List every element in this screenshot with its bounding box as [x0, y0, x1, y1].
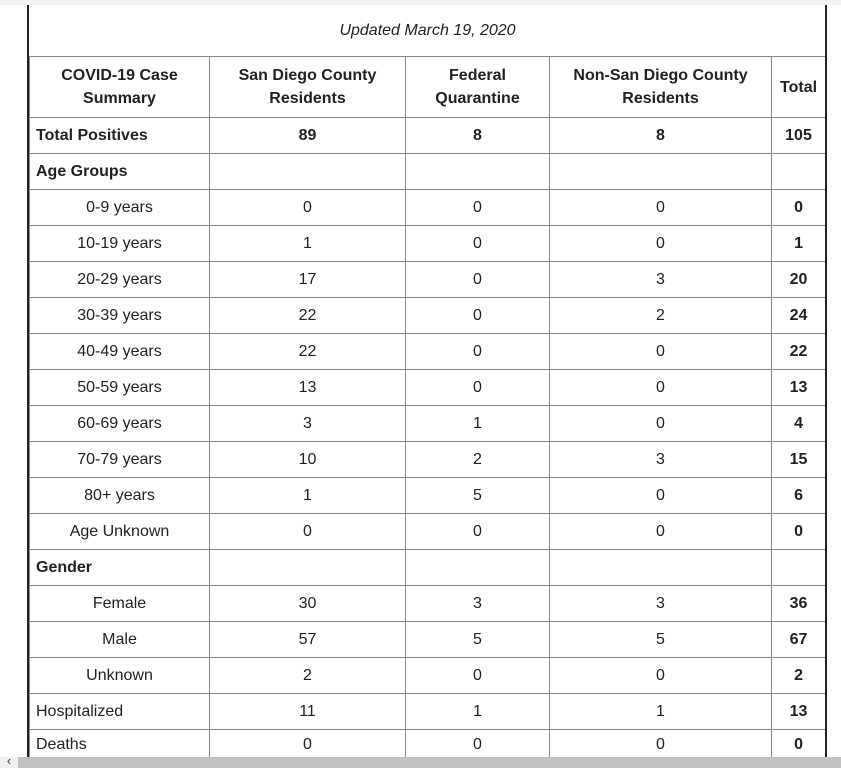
cell-sd: 0 [210, 190, 406, 226]
cell-federal: 0 [406, 262, 550, 298]
row-label: 30-39 years [30, 298, 210, 334]
cell-sd: 10 [210, 442, 406, 478]
cell-sd: 13 [210, 370, 406, 406]
cell-total: 105 [772, 118, 826, 154]
empty-cell [550, 154, 772, 190]
table-row [30, 226, 826, 262]
cell-total: 2 [772, 658, 826, 694]
cell-sd: 22 [210, 298, 406, 334]
row-label: Male [30, 622, 210, 658]
cell-federal: 1 [406, 694, 550, 730]
row-label: 50-59 years [30, 370, 210, 406]
row-label: 20-29 years [30, 262, 210, 298]
row-label: Total Positives [30, 118, 210, 154]
cell-federal: 3 [406, 586, 550, 622]
table-row [30, 514, 826, 550]
cell-total: 1 [772, 226, 826, 262]
cell-non-sd: 0 [550, 226, 772, 262]
cell-sd: 2 [210, 658, 406, 694]
empty-cell [210, 154, 406, 190]
cell-non-sd: 1 [550, 694, 772, 730]
cell-federal: 0 [406, 190, 550, 226]
table-body [30, 118, 826, 758]
cell-sd: 17 [210, 262, 406, 298]
cell-sd: 11 [210, 694, 406, 730]
table-row [30, 478, 826, 514]
table-row [30, 586, 826, 622]
empty-cell [406, 154, 550, 190]
cell-federal: 8 [406, 118, 550, 154]
cell-total: 6 [772, 478, 826, 514]
row-label: Female [30, 586, 210, 622]
table-row-hospitalized [30, 694, 826, 730]
section-row-age-groups [30, 154, 826, 190]
cell-federal: 1 [406, 406, 550, 442]
cell-total: 67 [772, 622, 826, 658]
row-label: 10-19 years [30, 226, 210, 262]
table-row [30, 262, 826, 298]
horizontal-scrollbar[interactable] [0, 753, 841, 768]
cell-federal: 5 [406, 622, 550, 658]
cell-total: 24 [772, 298, 826, 334]
cell-sd: 0 [210, 514, 406, 550]
row-label: 70-79 years [30, 442, 210, 478]
section-row-gender [30, 550, 826, 586]
cell-federal: 0 [406, 298, 550, 334]
cell-federal: 2 [406, 442, 550, 478]
table-row [30, 370, 826, 406]
empty-cell [772, 550, 826, 586]
cell-federal: 0 [406, 226, 550, 262]
cell-non-sd: 0 [550, 658, 772, 694]
cell-non-sd: 0 [550, 730, 772, 758]
table-row [30, 622, 826, 658]
header-non-sd-residents: Non-San Diego County Residents [550, 57, 772, 118]
cell-federal: 0 [406, 658, 550, 694]
row-label: 40-49 years [30, 334, 210, 370]
header-total: Total [772, 57, 826, 118]
table-row [30, 658, 826, 694]
cell-federal: 0 [406, 370, 550, 406]
cell-sd: 1 [210, 226, 406, 262]
header-row [30, 57, 826, 118]
cell-non-sd: 3 [550, 442, 772, 478]
cell-non-sd: 0 [550, 334, 772, 370]
row-label: 0-9 years [30, 190, 210, 226]
cell-non-sd: 3 [550, 262, 772, 298]
scroll-left-arrow-icon[interactable]: ‹ [6, 753, 12, 768]
cell-sd: 30 [210, 586, 406, 622]
case-summary-container [27, 5, 827, 757]
table-row [30, 442, 826, 478]
table-row-deaths [30, 730, 826, 758]
cell-total: 36 [772, 586, 826, 622]
empty-cell [406, 550, 550, 586]
cell-total: 15 [772, 442, 826, 478]
row-label: 60-69 years [30, 406, 210, 442]
table-row [30, 334, 826, 370]
cell-non-sd: 0 [550, 190, 772, 226]
header-sd-residents: San Diego County Residents [210, 57, 406, 118]
cell-total: 22 [772, 334, 826, 370]
cell-total: 0 [772, 514, 826, 550]
cell-non-sd: 0 [550, 370, 772, 406]
table-row [30, 190, 826, 226]
covid-case-summary-table [29, 5, 826, 757]
scrollbar-thumb[interactable] [18, 757, 841, 768]
header-summary: COVID-19 Case Summary [30, 57, 210, 118]
cell-total: 20 [772, 262, 826, 298]
table-row-total-positives [30, 118, 826, 154]
header-federal-quarantine: Federal Quarantine [406, 57, 550, 118]
cell-total: 4 [772, 406, 826, 442]
section-label: Age Groups [30, 154, 210, 190]
cell-non-sd: 3 [550, 586, 772, 622]
cell-federal: 0 [406, 514, 550, 550]
caption-row [30, 5, 826, 57]
empty-cell [772, 154, 826, 190]
row-label: Unknown [30, 658, 210, 694]
cell-total: 13 [772, 370, 826, 406]
cell-total: 13 [772, 694, 826, 730]
cell-federal: 5 [406, 478, 550, 514]
empty-cell [210, 550, 406, 586]
cell-non-sd: 2 [550, 298, 772, 334]
cell-non-sd: 0 [550, 478, 772, 514]
section-label: Gender [30, 550, 210, 586]
table-row [30, 406, 826, 442]
cell-non-sd: 0 [550, 406, 772, 442]
cell-sd: 89 [210, 118, 406, 154]
cell-non-sd: 8 [550, 118, 772, 154]
row-label: Age Unknown [30, 514, 210, 550]
cell-non-sd: 0 [550, 514, 772, 550]
cell-federal: 0 [406, 334, 550, 370]
cell-sd: 1 [210, 478, 406, 514]
updated-caption: Updated March 19, 2020 [30, 5, 826, 57]
cell-total: 0 [772, 190, 826, 226]
cell-sd: 3 [210, 406, 406, 442]
cell-total: 0 [772, 730, 826, 758]
cell-non-sd: 5 [550, 622, 772, 658]
cell-federal: 0 [406, 730, 550, 758]
empty-cell [550, 550, 772, 586]
cell-sd: 0 [210, 730, 406, 758]
row-label: 80+ years [30, 478, 210, 514]
table-row [30, 298, 826, 334]
cell-sd: 22 [210, 334, 406, 370]
cell-sd: 57 [210, 622, 406, 658]
row-label: Hospitalized [30, 694, 210, 730]
row-label: Deaths [30, 730, 210, 758]
